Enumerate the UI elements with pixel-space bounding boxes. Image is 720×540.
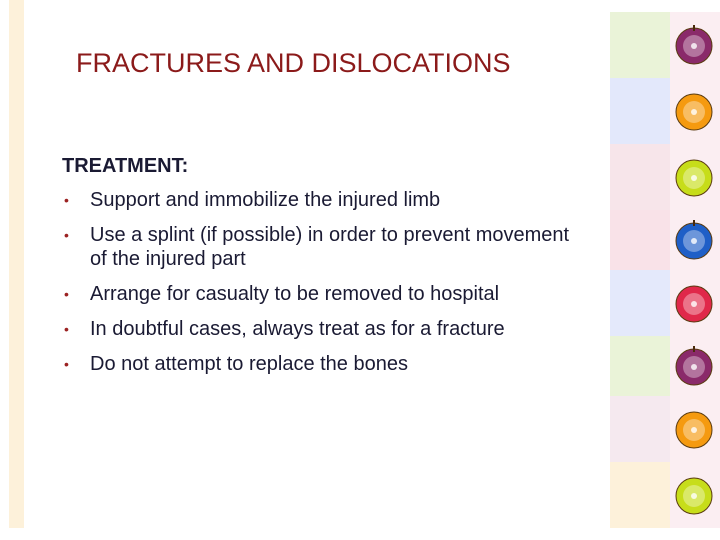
- list-item-text: Support and immobilize the injured limb: [90, 189, 441, 211]
- blue-apple-icon: [672, 218, 716, 262]
- panel-cell-tint: [610, 396, 670, 462]
- list-item: [62, 317, 582, 341]
- list-item: [62, 352, 582, 376]
- panel-cell: [610, 462, 720, 528]
- panel-cell: [610, 336, 720, 396]
- list-item-text: In doubtful cases, always treat as for a fracture: [90, 318, 505, 340]
- panel-cell-tint: [610, 78, 670, 144]
- panel-cell-tint: [610, 336, 670, 396]
- panel-cell-tint: [610, 12, 670, 78]
- bullet-dot-icon: •: [64, 192, 69, 208]
- slide-title: FRACTURES AND DISLOCATIONS: [76, 48, 511, 78]
- lime-slice-icon: [672, 473, 716, 517]
- bullet-dot-icon: •: [64, 286, 69, 302]
- bottom-margin: [0, 528, 720, 540]
- list-item-text: Use a splint (if possible) in order to prevent movement of the injured part: [90, 224, 570, 270]
- panel-cell-tint: [610, 270, 670, 336]
- fruit-decoration-panel: [610, 12, 720, 528]
- list-item: [62, 223, 582, 271]
- panel-cell: [610, 12, 720, 78]
- panel-cell: [610, 78, 720, 144]
- panel-cell-tint: [610, 144, 670, 210]
- list-item-text: Do not attempt to replace the bones: [90, 353, 408, 375]
- list-item-text: Arrange for casualty to be removed to hospital: [90, 283, 500, 305]
- panel-cell-tint: [610, 462, 670, 528]
- apple-slice-icon: [672, 344, 716, 388]
- panel-cell-tint: [610, 210, 670, 270]
- apple-slice-icon: [672, 23, 716, 67]
- orange-slice-icon: [672, 89, 716, 133]
- panel-cell: [610, 144, 720, 210]
- bullet-dot-icon: •: [64, 227, 69, 243]
- grapefruit-slice-icon: [672, 281, 716, 325]
- list-item: [62, 282, 582, 306]
- panel-cell: [610, 210, 720, 270]
- lime-slice-icon: [672, 155, 716, 199]
- bullet-dot-icon: •: [64, 321, 69, 337]
- list-item: [62, 188, 582, 212]
- panel-cell: [610, 270, 720, 336]
- bullet-dot-icon: •: [64, 356, 69, 372]
- treatment-list: [62, 188, 582, 387]
- orange-slice-icon: [672, 407, 716, 451]
- left-decorative-stripe: [9, 0, 24, 528]
- treatment-heading: TREATMENT:: [62, 155, 189, 177]
- panel-cell: [610, 396, 720, 462]
